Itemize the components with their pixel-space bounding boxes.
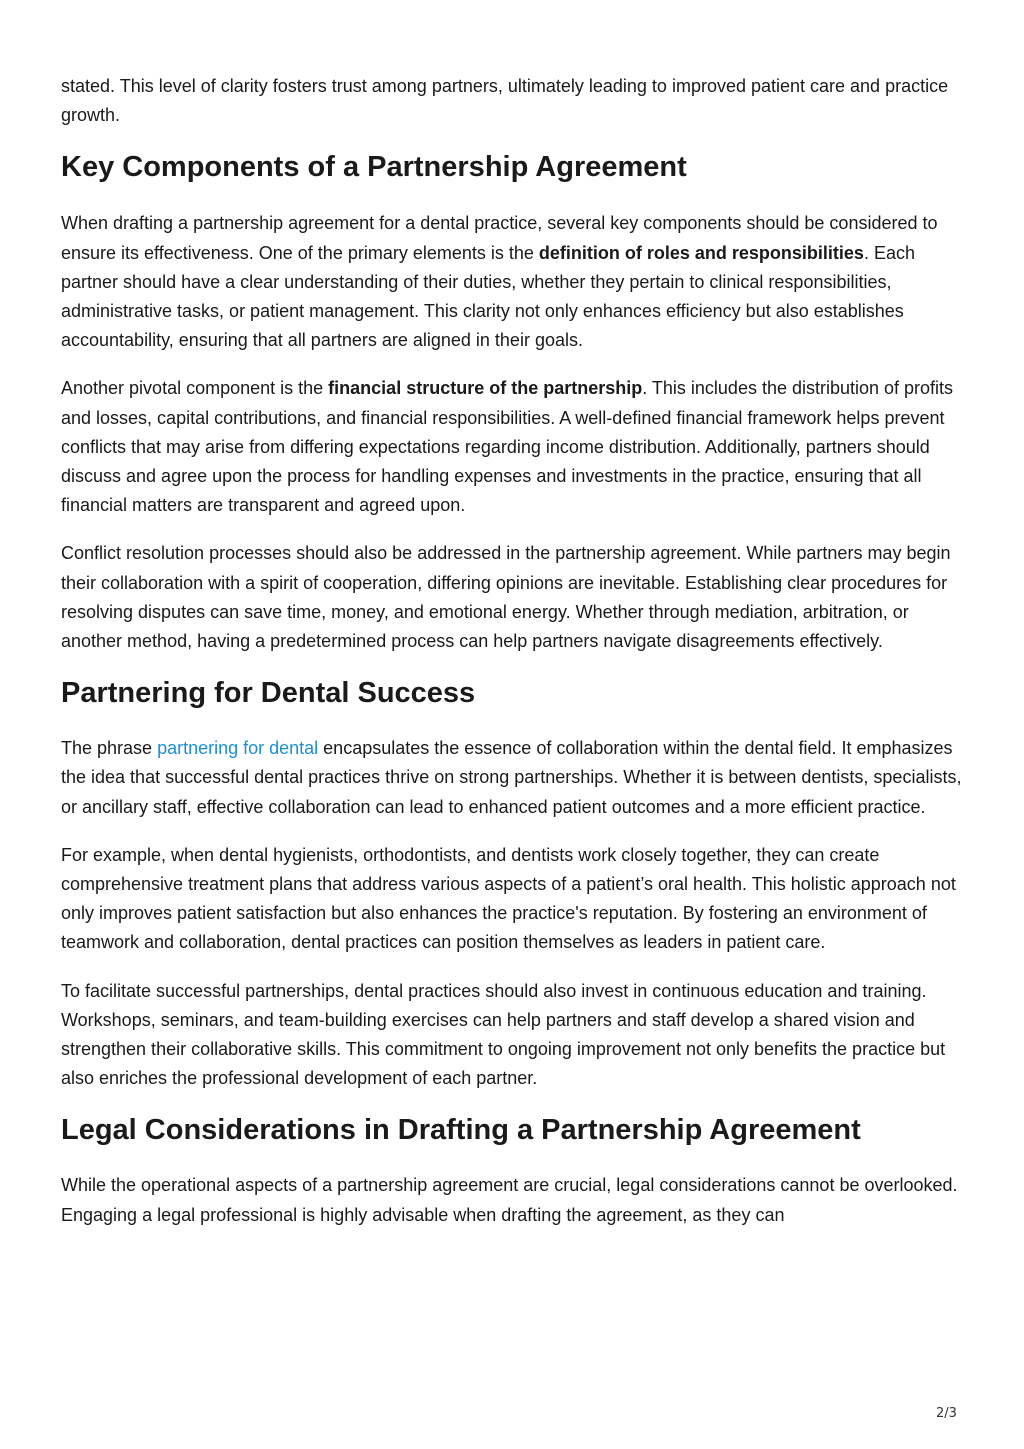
bold-term-roles: definition of roles and responsibilities (538, 242, 864, 263)
text-run: Another pivotal component is the (61, 378, 329, 399)
document-page (61, 72, 966, 1249)
page-number: 2/3 (936, 1406, 957, 1421)
partnering-for-dental-link[interactable]: partnering for dental (157, 738, 319, 759)
partnering-paragraph-2: For example, when dental hygienists, orthodontists, and dentists work closely together, they can create comprehensive treatment plans that address various aspects of a patient’s oral health. This holistic approach not only improves patient satisfaction but also enhances the practice's reputation. By fostering an environment of teamwork and collaboration, dental practices can position themselves as leaders in patient care. (61, 844, 956, 953)
legal-paragraph-1: While the operational aspects of a partnership agreement are crucial, legal considerations cannot be overlooked. Engaging a legal professional is highly advisable when drafting the agreement, as they can (61, 1175, 958, 1225)
text-run: When drafting a partnership agreement for a dental practice, several key components should be considered to ensure its effectiveness. One of the primary elements is the (61, 213, 938, 263)
text-run: encapsulates the essence of collaboration within the dental field. It emphasizes the idea that successful dental practices thrive on strong partnerships. Whether it is between dentists, specialists, or ancillary staff, effective collaboration can lead to enhanced patient outcomes and a more efficient practice. (61, 738, 962, 817)
partnering-paragraph-3: To facilitate successful partnerships, dental practices should also invest in continuous education and training. Workshops, seminars, and team-building exercises can help partners and staff develop a shared vision and strengthen their collaborative skills. This commitment to ongoing improvement not only benefits the practice but also enriches the professional development of each partner. (61, 980, 946, 1089)
section-heading-partnering: Partnering for Dental Success (61, 677, 476, 710)
text-run: . Each partner should have a clear understanding of their duties, whether they pertain to clinical responsibilities, administrative tasks, or patient management. This clarity not only enhances efficiency but also establishes accountability, ensuring that all partners are aligned in their goals. (61, 242, 915, 351)
text-run: . This includes the distribution of profits and losses, capital contributions, and financial responsibilities. A well-defined financial framework helps prevent conflicts that may arise from differing expectations regarding income distribution. Additionally, partners should discuss and agree upon the process for handling expenses and investments in the practice, ensuring that all financial matters are transparent and agreed upon. (61, 378, 954, 516)
section-heading-key-components: Key Components of a Partnership Agreement (61, 151, 687, 184)
intro-paragraph: stated. This level of clarity fosters trust among partners, ultimately leading to improved patient care and practice growth. (61, 76, 949, 126)
text-run: The phrase (61, 738, 158, 759)
key-components-paragraph-3: Conflict resolution processes should also be addressed in the partnership agreement. While partners may begin their collaboration with a spirit of cooperation, differing opinions are inevitable. Establishing clear procedures for resolving disputes can save time, money, and emotional energy. Whether through mediation, arbitration, or another method, having a predetermined process can help partners navigate disagreements effectively. (61, 543, 951, 652)
section-heading-legal: Legal Considerations in Drafting a Partnership Agreement (61, 1114, 861, 1147)
bold-term-financial: financial structure of the partnership (328, 378, 643, 399)
key-components-paragraph-1 (61, 209, 966, 355)
partnering-paragraph-1 (61, 734, 966, 822)
key-components-paragraph-2 (61, 374, 966, 520)
